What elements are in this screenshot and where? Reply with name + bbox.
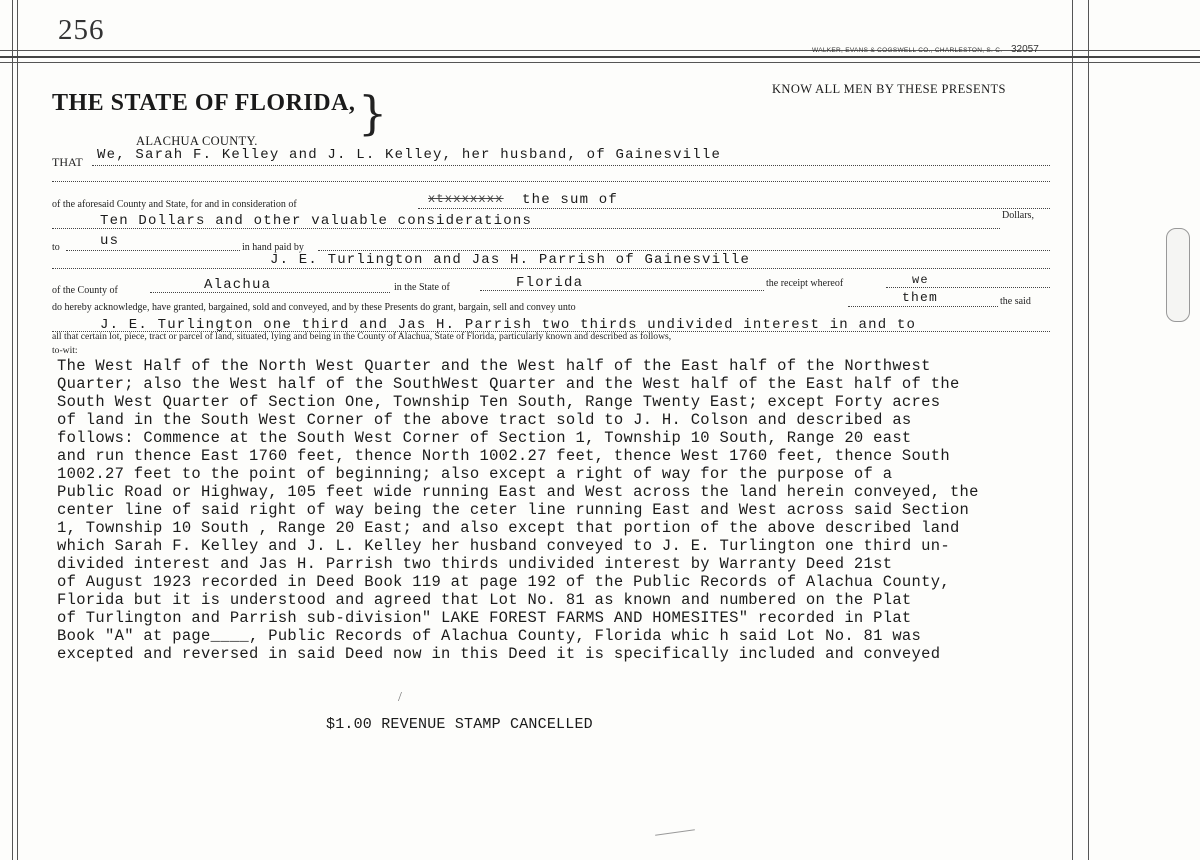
to-label: to <box>52 242 60 253</box>
form-number: 32057 <box>1011 44 1039 55</box>
state-label: in the State of <box>394 282 450 293</box>
pencil-mark <box>655 829 695 836</box>
said-label: the said <box>1000 296 1031 307</box>
description-line: center line of said right of way being the ceter line running East and West across said Section <box>57 501 970 519</box>
description-line: The West Half of the North West Quarter and the West half of the East half of the Northwest <box>57 357 931 375</box>
consideration-label: of the aforesaid County and State, for and in consideration of <box>52 199 297 210</box>
state-field: Florida <box>516 275 584 291</box>
state-rule <box>480 290 764 291</box>
description-line: Book "A" at page____, Public Records of Alachua County, Florida whic h said Lot No. 81 was <box>57 627 922 645</box>
grantors-field: We, Sarah F. Kelley and J. L. Kelley, her husband, of Gainesville <box>97 147 722 163</box>
receipt-rule <box>886 287 1050 288</box>
description-line: which Sarah F. Kelley and J. L. Kelley her husband conveyed to J. E. Turlington one third un- <box>57 537 950 555</box>
grantees-rule <box>52 268 1050 269</box>
dollars-label: Dollars, <box>1002 210 1034 221</box>
description-line: of land in the South West Corner of the above tract sold to J. H. Colson and described as <box>57 411 912 429</box>
state-title: THE STATE OF FLORIDA, <box>52 90 356 116</box>
description-line: divided interest and Jas H. Parrish two thirds undivided interest by Warranty Deed 21st <box>57 555 893 573</box>
paid-rule <box>318 250 1050 251</box>
consideration-field-2: Ten Dollars and other valuable considerations <box>100 213 533 229</box>
description-line: excepted and reversed in said Deed now in this Deed it is specifically included and conveyed <box>57 645 941 663</box>
description-line: of Turlington and Parrish sub-division" LAKE FOREST FARMS AND HOMESITES" recorded in Plat <box>57 609 912 627</box>
description-line: follows: Commence at the South West Corner of Section 1, Township 10 South, Range 20 east <box>57 429 912 447</box>
grantees-field: J. E. Turlington and Jas H. Parrish of Gainesville <box>270 252 751 268</box>
printer-imprint: WALKER, EVANS & COGSWELL CO., CHARLESTON, S. C. <box>812 47 1003 54</box>
struck-text: xtxxxxxxx <box>428 192 504 206</box>
description-line: of August 1923 recorded in Deed Book 119 at page 192 of the Public Records of Alachua County, <box>57 573 950 591</box>
top-rule <box>0 56 1200 58</box>
top-rule-lower <box>0 62 1200 63</box>
receipt-label: the receipt whereof <box>766 278 844 289</box>
revenue-stamp-note: $1.00 REVENUE STAMP CANCELLED <box>326 716 593 733</box>
paid-label: in hand paid by <box>242 242 304 253</box>
know-all-men-heading: KNOW ALL MEN BY THESE PRESENTS <box>772 82 1006 96</box>
to-rule <box>66 250 240 251</box>
county-field: Alachua <box>204 277 272 293</box>
convey-rule <box>848 306 998 307</box>
brace-mark: } <box>358 86 388 140</box>
to-field: us <box>100 233 120 249</box>
description-line: Florida but it is understood and agreed that Lot No. 81 as known and numbered on the Plat <box>57 591 912 609</box>
left-margin-rule <box>12 0 13 860</box>
grantors-rule <box>92 165 1050 166</box>
description-line: and run thence East 1760 feet, thence North 1002.27 feet, thence West 1760 feet, thence South <box>57 447 950 465</box>
county-heading: ALACHUA COUNTY. <box>136 134 258 148</box>
consideration-field-1: the sum of <box>522 192 619 208</box>
that-label: THAT <box>52 155 83 169</box>
interest-field: J. E. Turlington one third and Jas H. Parrish two thirds undivided interest in and to <box>100 317 917 333</box>
pencil-mark: / <box>398 690 402 705</box>
consideration-rule <box>418 208 1050 209</box>
left-margin-rule-inner <box>17 0 18 860</box>
page-number: 256 <box>58 14 105 46</box>
blank-rule <box>52 181 1050 182</box>
right-margin-rule-outer <box>1088 0 1089 860</box>
county-label: of the County of <box>52 285 118 296</box>
description-line: South West Quarter of Section One, Township Ten South, Range Twenty East; except Forty acres <box>57 393 941 411</box>
description-line: 1002.27 feet to the point of beginning; also except a right of way for the purpose of a <box>57 465 893 483</box>
receipt-field: we <box>912 273 929 287</box>
county-rule <box>150 292 390 293</box>
binder-clip <box>1166 228 1190 322</box>
description-line: Public Road or Highway, 105 feet wide running East and West across the land herein conveyed, the <box>57 483 979 501</box>
towit-label: to-wit: <box>52 345 78 356</box>
legal-description <box>57 357 1087 663</box>
description-line: Quarter; also the West half of the SouthWest Quarter and the West half of the East half of the <box>57 375 960 393</box>
description-line: 1, Township 10 South , Range 20 East; and also except that portion of the above described land <box>57 519 960 537</box>
consideration-rule-2 <box>52 228 1000 229</box>
convey-field: them <box>902 290 939 305</box>
land-label: all that certain lot, piece, tract or parcel of land, situated, lying and being in the County of Alachua, State of Florida, particularly known and described as follows, <box>52 331 672 342</box>
acknowledge-label: do hereby acknowledge, have granted, bargained, sold and conveyed, and by these Presents do grant, bargain, sell and convey unto <box>52 302 576 313</box>
